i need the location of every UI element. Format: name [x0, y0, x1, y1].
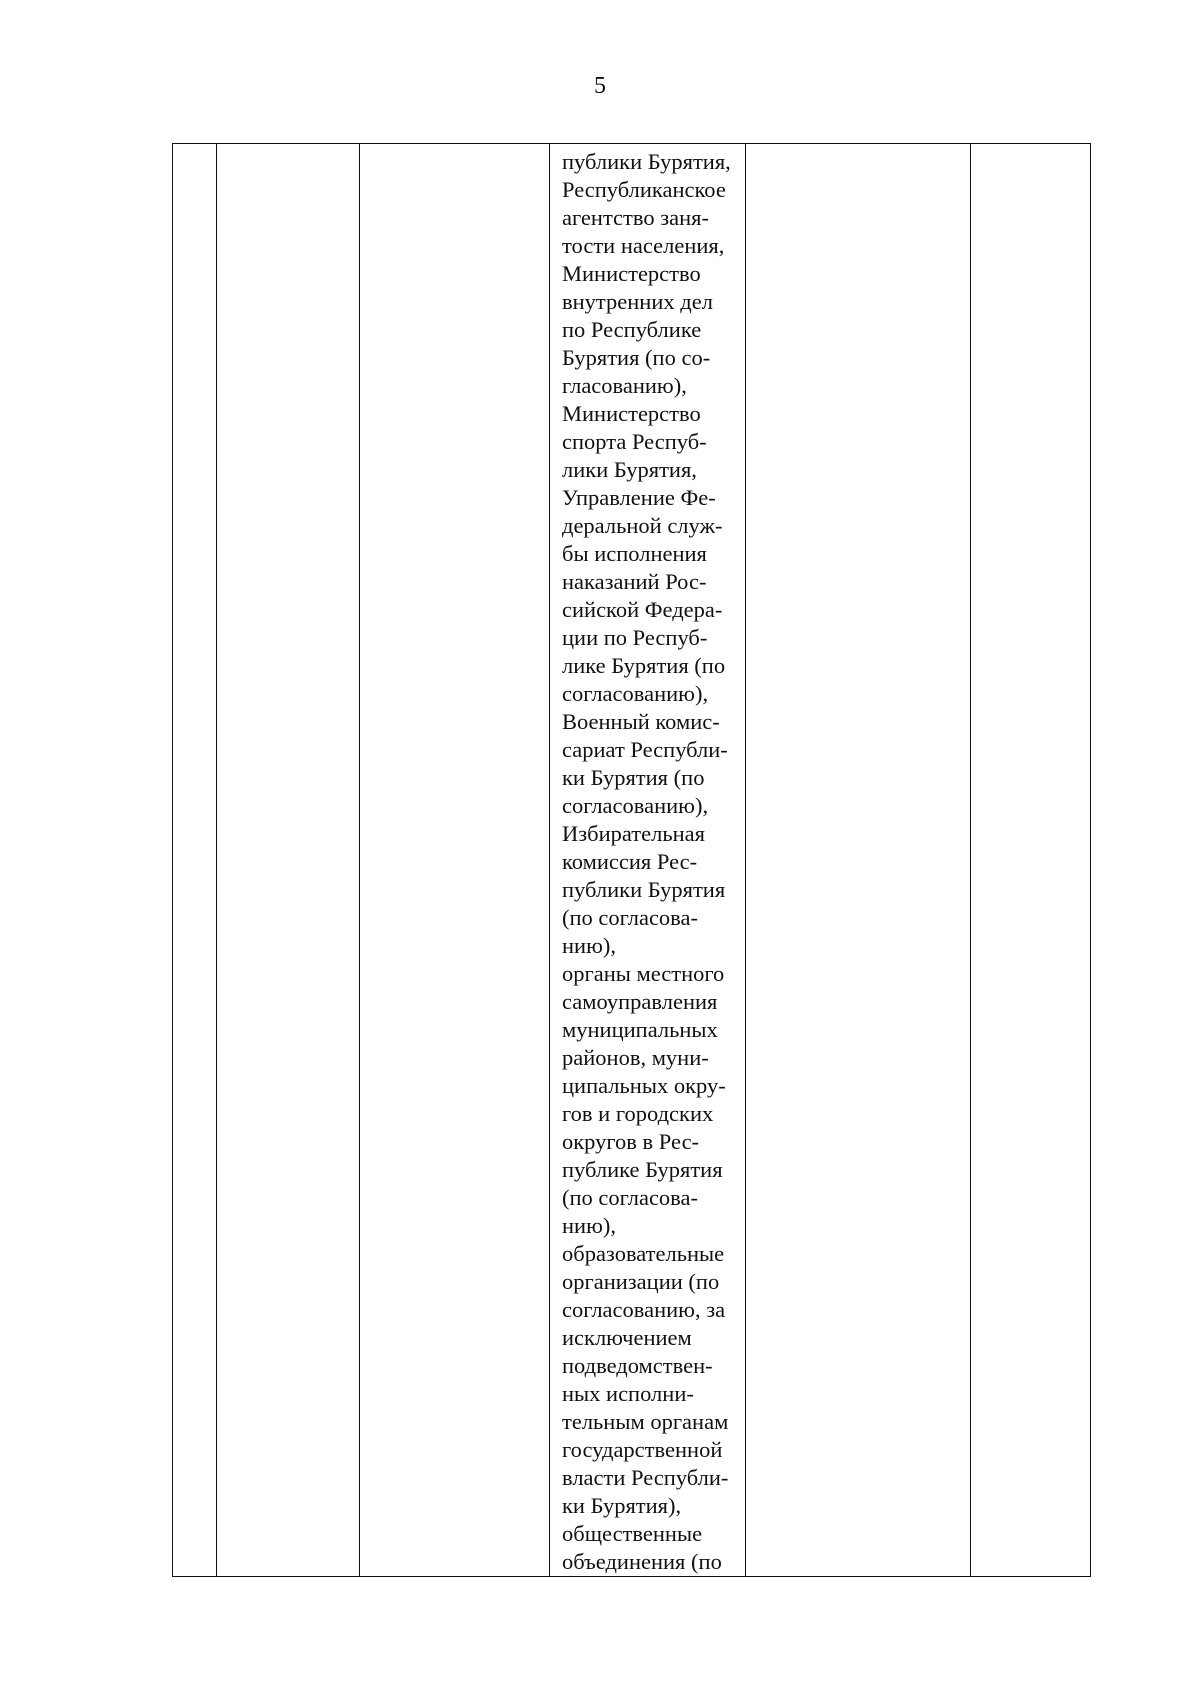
text-line: Республиканское [562, 177, 726, 202]
text-line: Министерство [562, 261, 701, 286]
text-line: Министерство [562, 401, 701, 426]
text-line: публики Бурятия [562, 877, 726, 902]
text-line: публики Бурятия, [562, 149, 731, 174]
text-line: ных исполни- [562, 1381, 694, 1406]
text-line: наказаний Рос- [562, 569, 707, 594]
cell-executors [550, 144, 746, 1577]
text-line: бы исполнения [562, 541, 707, 566]
text-line: нию), [562, 933, 617, 958]
text-line: ципальных окру- [562, 1073, 726, 1098]
text-line: сариат Республи- [562, 737, 728, 762]
text-line: объединения (по [562, 1549, 722, 1574]
text-line: органы местного [562, 961, 725, 986]
text-line: районов, муни- [562, 1045, 709, 1070]
text-line: организации (по [562, 1269, 720, 1294]
text-line: Военный комис- [562, 709, 720, 734]
text-line: согласованию), [562, 793, 709, 818]
text-line: Управление Фе- [562, 485, 716, 510]
text-line: деральной служ- [562, 513, 723, 538]
text-line: образовательные [562, 1241, 725, 1266]
text-line: комиссия Рес- [562, 849, 698, 874]
cell-measure-empty [217, 144, 360, 1577]
text-line: Избирательная [562, 821, 705, 846]
text-line: внутренних дел [562, 289, 713, 314]
text-line: муниципальных [562, 1017, 718, 1042]
text-line: гласованию), [562, 373, 687, 398]
text-line: нию), [562, 1213, 617, 1238]
text-line: исключением [562, 1325, 692, 1350]
text-line: согласованию), [562, 681, 709, 706]
text-line: гов и городских [562, 1101, 714, 1126]
cell-description-empty [360, 144, 550, 1577]
text-line: тости населения, [562, 233, 725, 258]
text-line: по Республике [562, 317, 702, 342]
text-line: самоуправления [562, 989, 718, 1014]
text-line: лике Бурятия (по [562, 653, 726, 678]
text-line: государственной [562, 1437, 723, 1462]
cell-number-empty [173, 144, 217, 1577]
text-line: публике Бурятия [562, 1157, 723, 1182]
table-row [173, 144, 1091, 1577]
text-line: ки Бурятия (по [562, 765, 705, 790]
text-line: согласованию, за [562, 1297, 726, 1322]
page-number: 5 [594, 73, 606, 99]
cell-notes-empty [971, 144, 1091, 1577]
continuation-table [172, 143, 1091, 1577]
text-line: лики Бурятия, [562, 457, 697, 482]
text-line: агентство заня- [562, 205, 709, 230]
text-line: округов в Рес- [562, 1129, 700, 1154]
cell-deadline-empty [746, 144, 971, 1577]
text-line: (по согласова- [562, 905, 698, 930]
text-line: власти Республи- [562, 1465, 729, 1490]
text-line: подведомствен- [562, 1353, 713, 1378]
text-line: общественные [562, 1521, 703, 1546]
text-line: ки Бурятия), [562, 1493, 682, 1518]
text-line: тельным органам [562, 1409, 729, 1434]
text-line: Бурятия (по со- [562, 345, 711, 370]
text-line: сийской Федера- [562, 597, 723, 622]
text-line: ции по Респуб- [562, 625, 708, 650]
text-line: спорта Респуб- [562, 429, 707, 454]
text-line: (по согласова- [562, 1185, 698, 1210]
